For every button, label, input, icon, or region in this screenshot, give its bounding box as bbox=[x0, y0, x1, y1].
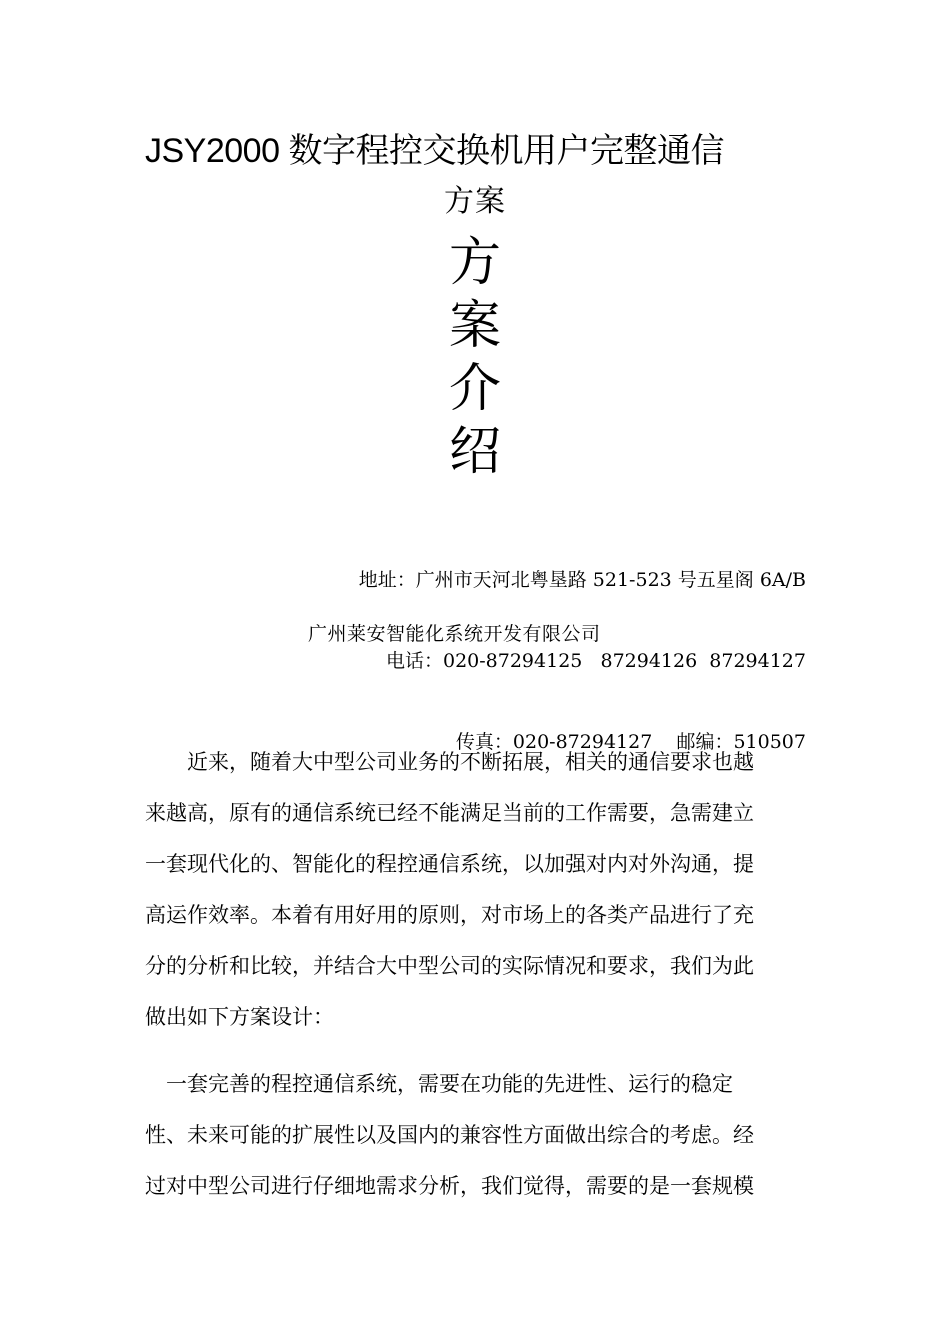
company-name: 广州莱安智能化系统开发有限公司 bbox=[308, 623, 601, 645]
paragraph-requirements bbox=[145, 1059, 795, 1212]
vertical-title bbox=[425, 232, 525, 484]
paragraph-line: 做出如下方案设计： bbox=[145, 1005, 334, 1029]
vertical-title-char: 案 bbox=[448, 296, 501, 356]
paragraph-line: 分的分析和比较，并结合大中型公司的实际情况和要求，我们为此 bbox=[145, 954, 754, 978]
paragraph-line: 一套现代化的、智能化的程控通信系统，以加强对内对外沟通，提 bbox=[145, 852, 754, 876]
vertical-title-char: 介 bbox=[448, 359, 501, 419]
document-subtitle: 方案 bbox=[444, 184, 506, 219]
document-title: JSY2000 数字程控交换机用户完整通信 bbox=[145, 132, 724, 170]
paragraph-line: 一套完善的程控通信系统，需要在功能的先进性、运行的稳定 bbox=[145, 1072, 733, 1096]
contact-address: 地址：广州市天河北粤垦路 521-523 号五星阁 6A/B bbox=[358, 569, 806, 591]
paragraph-line: 过对中型公司进行仔细地需求分析，我们觉得，需要的是一套规模 bbox=[145, 1174, 754, 1198]
vertical-title-char: 方 bbox=[448, 233, 501, 293]
paragraph-line: 性、未来可能的扩展性以及国内的兼容性方面做出综合的考虑。经 bbox=[145, 1123, 754, 1147]
paragraph-line: 高运作效率。本着有用好用的原则，对市场上的各类产品进行了充 bbox=[145, 903, 754, 927]
paragraph-line: 近来，随着大中型公司业务的不断拓展，相关的通信要求也越 bbox=[145, 750, 754, 774]
paragraph-line: 来越高，原有的通信系统已经不能满足当前的工作需要，急需建立 bbox=[145, 801, 754, 825]
paragraph-intro bbox=[145, 737, 795, 1043]
contact-phone: 电话：020-87294125 87294126 87294127 bbox=[385, 650, 806, 672]
vertical-title-char: 绍 bbox=[448, 422, 501, 482]
contact-fax: 传真：020-87294127 邮编：510507 bbox=[455, 731, 806, 753]
